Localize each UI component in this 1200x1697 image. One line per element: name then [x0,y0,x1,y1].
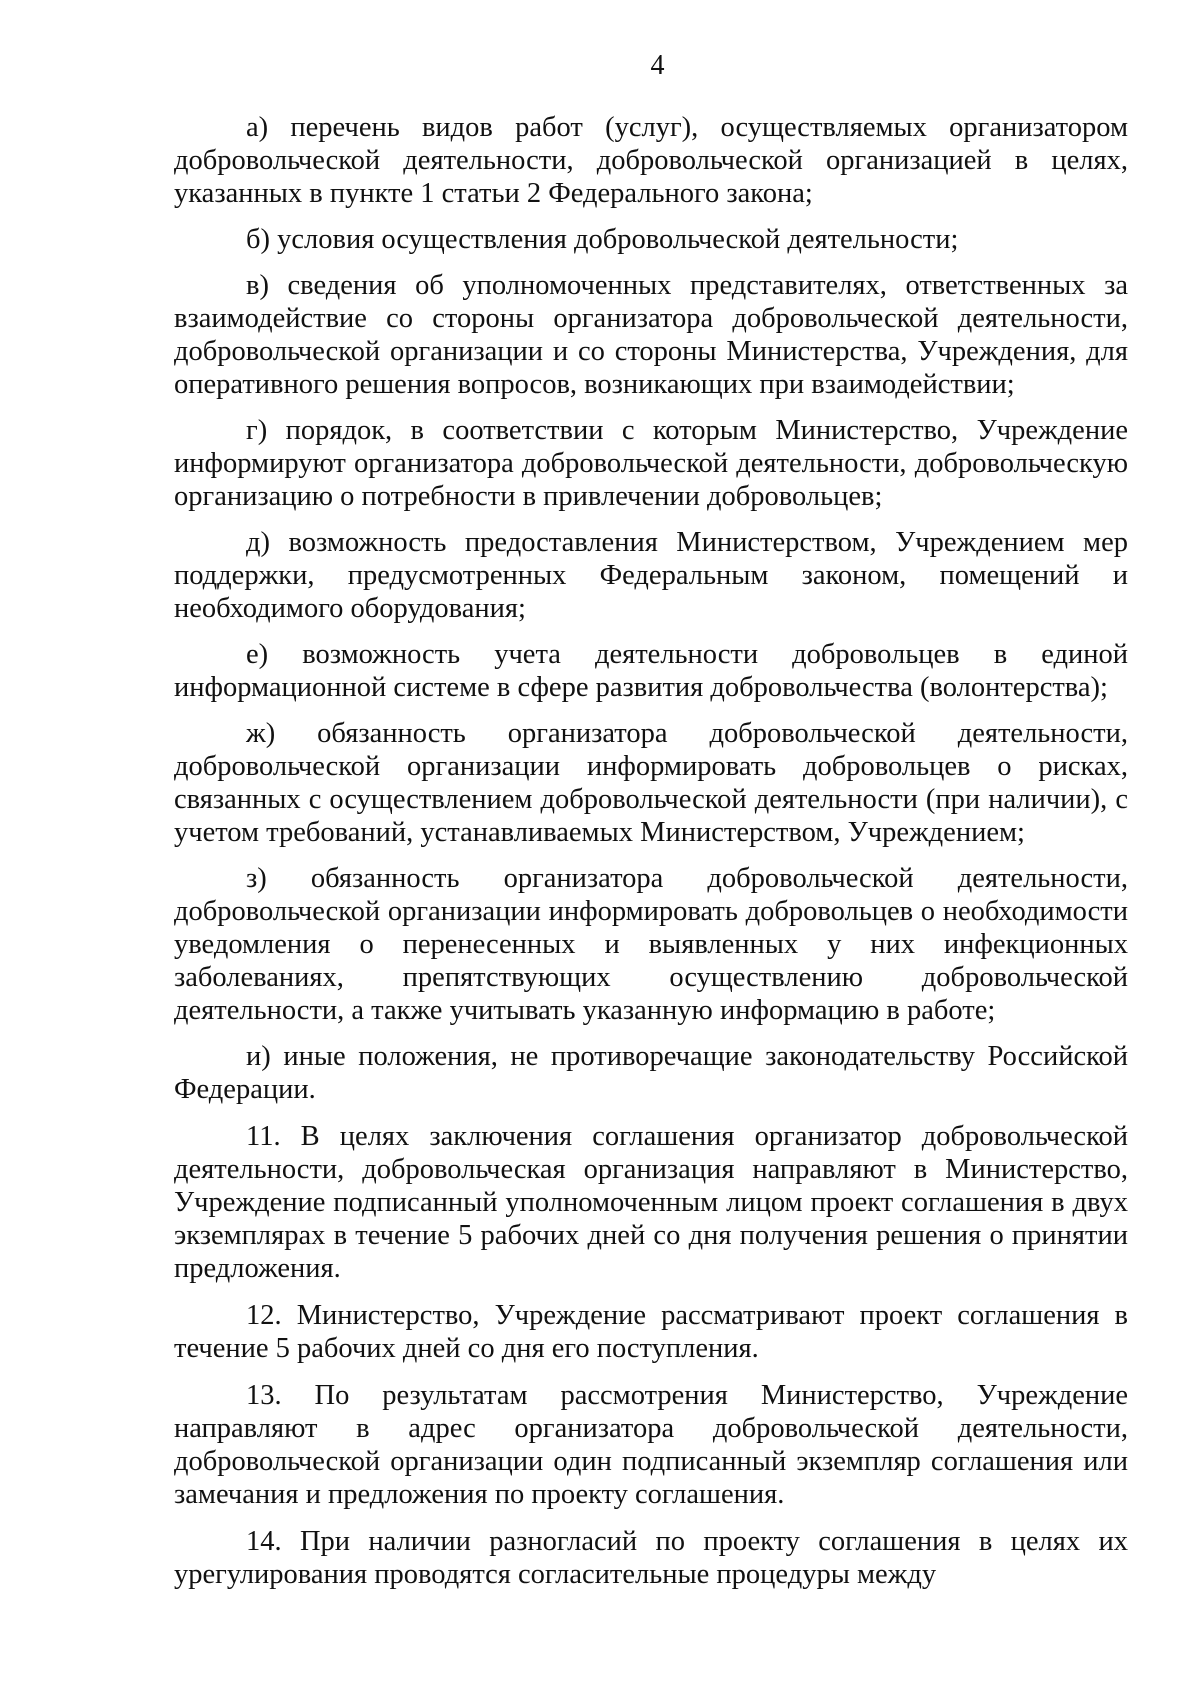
paragraph-item-v: в) сведения об уполномоченных представителях, ответственных за взаимодействие со стороны организатора добровольческой деятельности, добровольческой организации и со стороны Министерства, Учреждения, для оперативного решения вопросов, возникающих при взаимодействии; [174,270,1128,400]
paragraph-clause-13: 13. По результатам рассмотрения Министерство, Учреждение направляют в адрес организатора добровольческой деятельности, добровольческой организации один подписанный экземпляр соглашения или замечания и предложения по проекту соглашения. [174,1380,1128,1510]
paragraph-item-d: д) возможность предоставления Министерством, Учреждением мер поддержки, предусмотренных Федеральным законом, помещений и необходимого оборудования; [174,527,1128,624]
paragraph-item-a: а) перечень видов работ (услуг), осуществляемых организатором добровольческой деятельности, добровольческой организацией в целях, указанных в пункте 1 статьи 2 Федерального закона; [174,112,1128,209]
paragraph-item-zh: ж) обязанность организатора добровольческой деятельности, добровольческой организации информировать добровольцев о рисках, связанных с осуществлением добровольческой деятельности (при наличии), с учетом требований, устанавливаемых Министерством, Учреждением; [174,718,1128,848]
paragraph-clause-11: 11. В целях заключения соглашения организатор добровольческой деятельности, добровольческая организация направляют в Министерство, Учреждение подписанный уполномоченным лицом проект соглашения в двух экземплярах в течение 5 рабочих дней со дня получения решения о принятии предложения. [174,1121,1128,1284]
paragraph-clause-12: 12. Министерство, Учреждение рассматривают проект соглашения в течение 5 рабочих дней со дня его поступления. [174,1300,1128,1364]
paragraph-item-g: г) порядок, в соответствии с которым Министерство, Учреждение информируют организатора добровольческой деятельности, добровольческую организацию о потребности в привлечении добровольцев; [174,415,1128,512]
paragraph-item-z: з) обязанность организатора добровольческой деятельности, добровольческой организации информировать добровольцев о необходимости уведомления о перенесенных и выявленных у них инфекционных заболеваниях, препятствующих осуществлению добровольческой деятельности, а также учитывать указанную информацию в работе; [174,863,1128,1026]
paragraph-clause-14: 14. При наличии разногласий по проекту соглашения в целях их урегулирования проводятся согласительные процедуры между [174,1526,1128,1590]
page-number: 4 [650,50,665,81]
paragraph-item-i: и) иные положения, не противоречащие законодательству Российской Федерации. [174,1041,1128,1105]
document-body [174,111,1128,1591]
paragraph-item-b: б) условия осуществления добровольческой деятельности; [246,224,959,255]
paragraph-item-e: е) возможность учета деятельности добровольцев в единой информационной системе в сфере развития добровольчества (волонтерства); [174,639,1128,703]
